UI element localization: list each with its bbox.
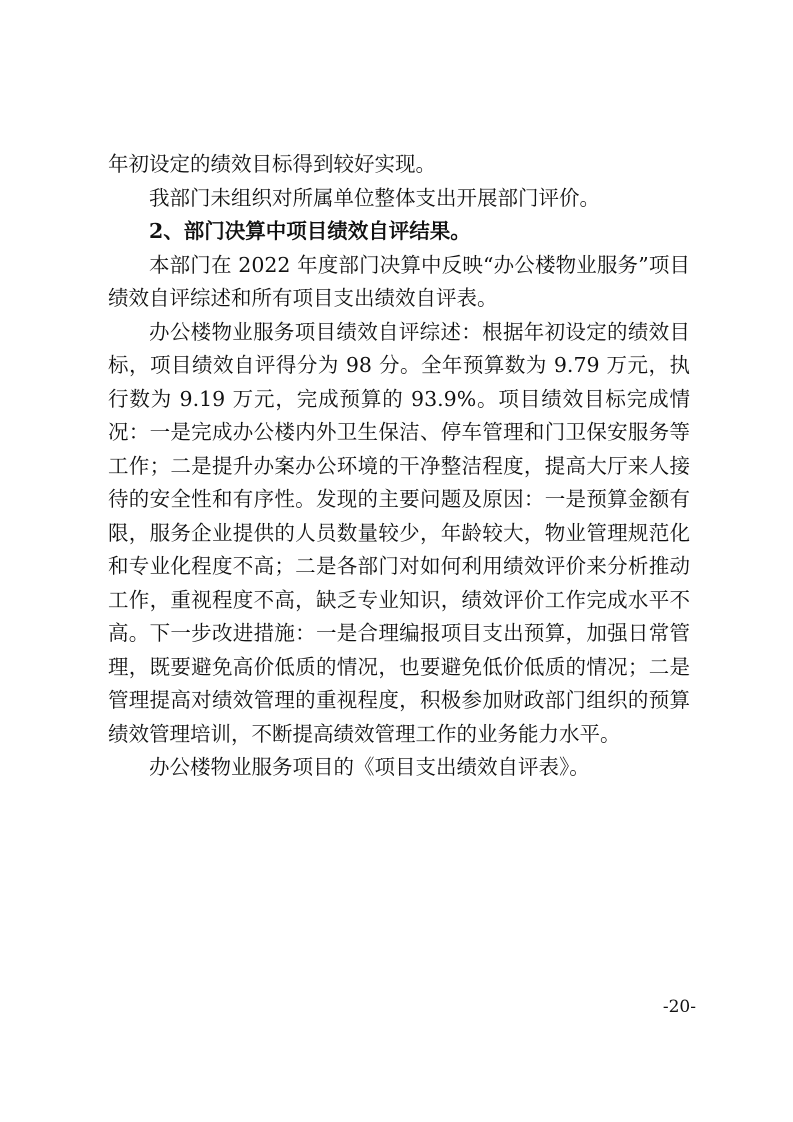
paragraph-self-evaluation-table-reference: 办公楼物业服务项目的《项目支出绩效自评表》。 xyxy=(149,755,590,779)
page-number: -20- xyxy=(662,997,696,1017)
paragraph-self-evaluation-summary: 办公楼物业服务项目绩效自评综述：根据年初设定的绩效目标，项目绩效自评得分为 98 分。全年预算数为 9.79 万元，执行数为 9.19 万元，完成预算的 93.9%。项目绩效目标完成情况：一是完成办公楼内外卫生保洁、停车管理和门卫保安服务等工作；二是提升办案办公环境的干净整洁程度，提高大厅来人接待的安全性和有序性。发现的主要问题及原因：一是预算金额有限，服务企业提供的人员数量较少，年龄较大，物业管理规范化和专业化程度不高；二是各部门对如何利用绩效评价来分析推动工作，重视程度不高，缺乏专业知识，绩效评价工作完成水平不高。下一步改进措施：一是合理编报项目支出预算，加强日常管理，既要避免高价低质的情况，也要避免低价低质的情况；二是管理提高对绩效管理的重视程度，积极参加财政部门组织的预算绩效管理培训，不断提高绩效管理工作的业务能力水平。 xyxy=(108,319,690,746)
body-text xyxy=(108,148,690,785)
section-heading: 2、部门决算中项目绩效自评结果。 xyxy=(149,219,471,243)
paragraph-department-evaluation: 我部门未组织对所属单位整体支出开展部门评价。 xyxy=(149,185,600,210)
paragraph-project-overview: 本部门在 2022 年度部门决算中反映“办公楼物业服务”项目绩效自评综述和所有项目支出绩效自评表。 xyxy=(108,252,690,310)
paragraph-continuation: 年初设定的绩效目标得到较好实现。 xyxy=(108,152,436,176)
